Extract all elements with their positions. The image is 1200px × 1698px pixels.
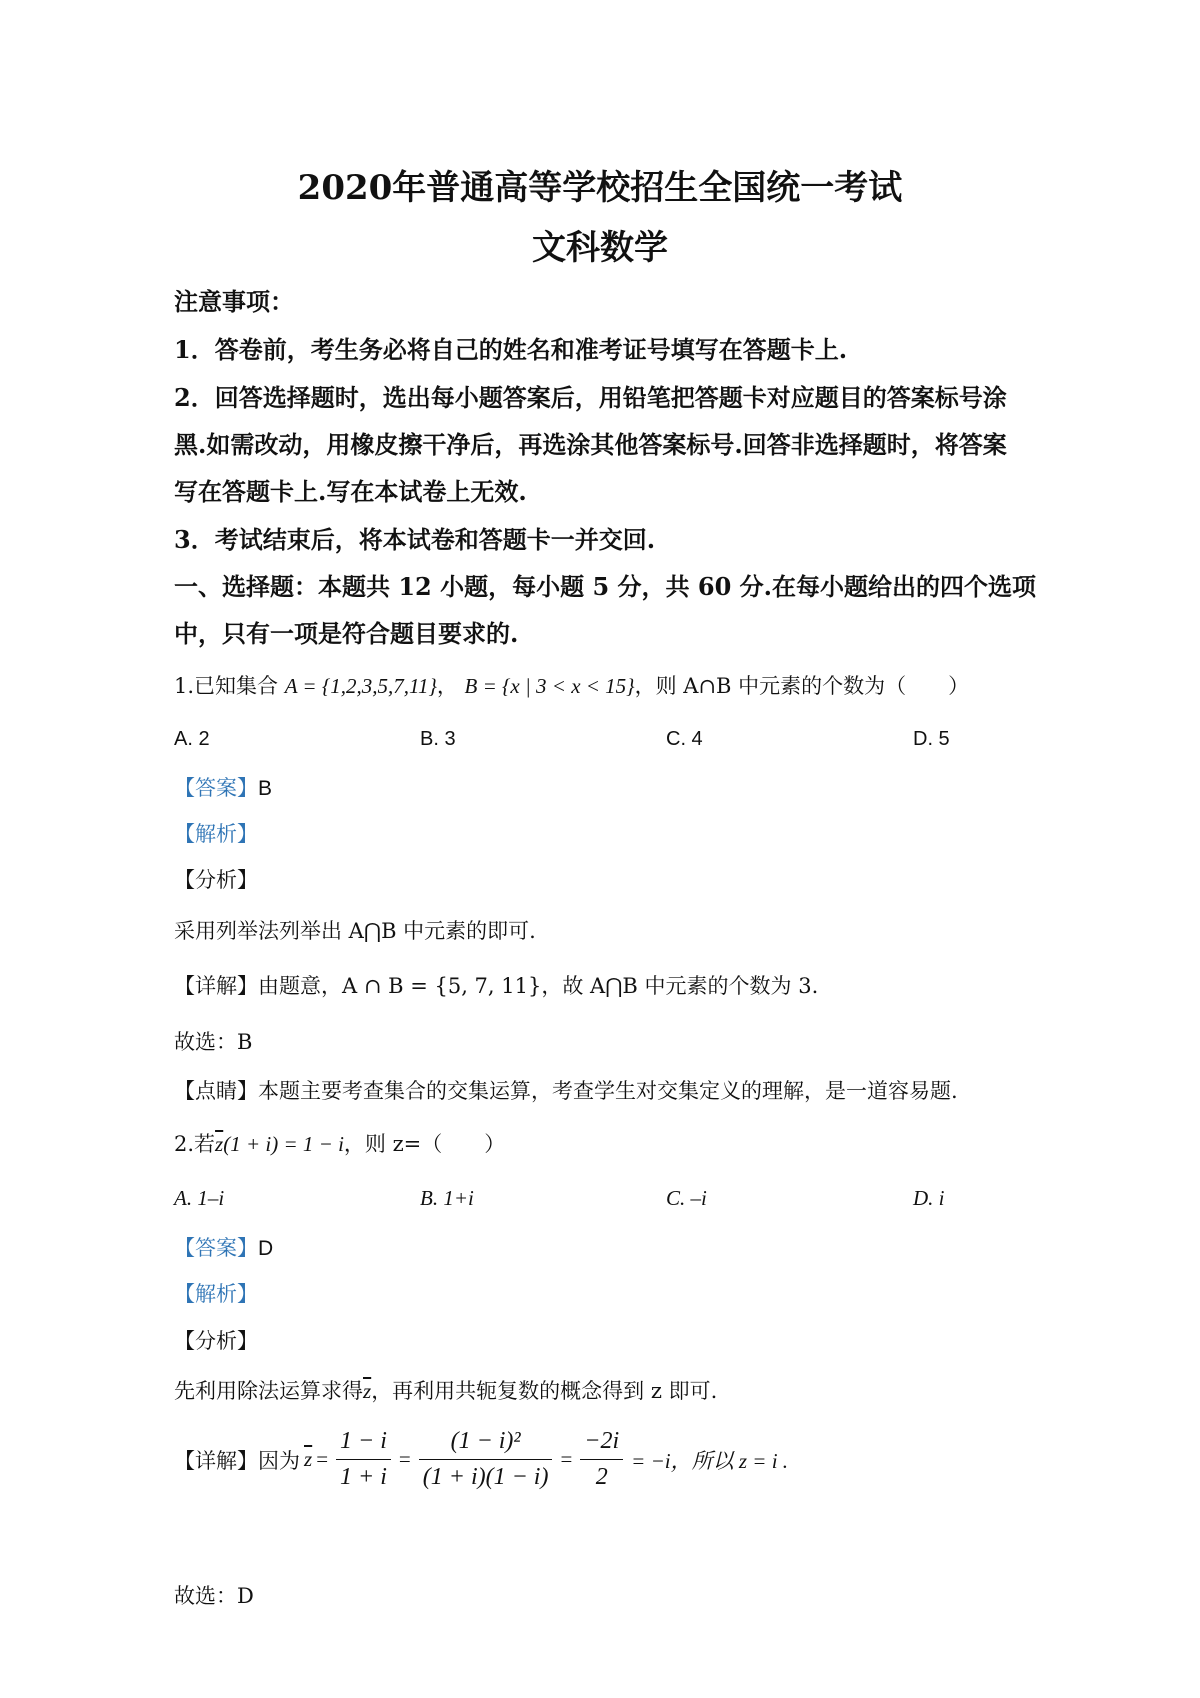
q1-option-a: A. 2 bbox=[174, 728, 210, 750]
q2-option-c: C. –i bbox=[666, 1186, 707, 1210]
page-title: 2020年普通高等学校招生全国统一考试 bbox=[297, 168, 903, 208]
q2-choice: 故选：D bbox=[174, 1584, 254, 1608]
q1-fenxi-tag: 【分析】 bbox=[174, 868, 258, 892]
answer-tag: 【答案】 bbox=[174, 1236, 258, 1260]
q1-option-d: D. 5 bbox=[913, 728, 950, 750]
q2-analysis-tag: 【解析】 bbox=[174, 1282, 258, 1306]
q1-stem bbox=[174, 670, 969, 700]
fraction-3-denominator: 2 bbox=[595, 1464, 608, 1490]
notes-item-2-line-2: 黑.如需改动，用橡皮擦干净后，再选涂其他答案标号.回答非选择题时，将答案 bbox=[174, 430, 1007, 459]
q1-separator: ， bbox=[436, 674, 458, 698]
q1-fenxi-text: 采用列举法列举出 A⋂B 中元素的即可. bbox=[174, 919, 536, 943]
q1-comment-text: 本题主要考查集合的交集运算，考查学生对交集定义的理解，是一道容易题. bbox=[258, 1079, 958, 1103]
q1-answer bbox=[174, 772, 272, 802]
q2-fenxi-z: $\overline{z}$ bbox=[363, 1379, 372, 1403]
q1-option-b: B. 3 bbox=[420, 728, 456, 750]
q2-fenxi bbox=[174, 1375, 717, 1405]
q2-option-d: D. i bbox=[913, 1186, 945, 1210]
comment-tag: 【点睛】 bbox=[174, 1079, 258, 1103]
q2-option-b: B. 1+i bbox=[420, 1186, 474, 1210]
q2-detail: 【详解】 因为 $\overline{z}$ = $\frac{1 - i}{1 + i}$ = $\frac{\text{(1 − i)²}}{(1 + i)(1 - i)}$ = $\frac{-2i}{2}$ = −i，所以 z = i . bbox=[174, 1428, 789, 1490]
notes-item-2-line-1: 2．回答选择题时，选出每小题答案后，用铅笔把答题卡对应题目的答案标号涂 bbox=[174, 383, 1007, 412]
q1-comment bbox=[174, 1075, 958, 1105]
fraction-2-numerator: (1 − i)² bbox=[419, 1428, 553, 1460]
q2-expression: (1 + i) = 1 − i bbox=[223, 1132, 344, 1156]
fraction-1 bbox=[336, 1428, 391, 1491]
fraction-3 bbox=[580, 1428, 623, 1491]
fraction-2 bbox=[419, 1428, 553, 1491]
fraction-2-denominator: (1 + i)(1 − i) bbox=[422, 1464, 549, 1490]
section-1-line-2: 中，只有一项是符合题目要求的. bbox=[174, 619, 519, 648]
notes-item-3: 3．考试结束后，将本试卷和答题卡一并交回. bbox=[174, 525, 656, 554]
notes-item-2-line-3: 写在答题卡上.写在本试卷上无效. bbox=[174, 477, 527, 506]
q2-stem bbox=[174, 1128, 505, 1158]
q2-detail-z: $\overline{z}$ bbox=[304, 1447, 313, 1471]
page-subtitle: 文科数学 bbox=[532, 228, 668, 268]
q1-choice: 故选：B bbox=[174, 1030, 253, 1054]
q1-option-c: C. 4 bbox=[666, 728, 703, 750]
answer-tag: 【答案】 bbox=[174, 776, 258, 800]
q2-fenxi-text-b: ，再利用共轭复数的概念得到 z 即可. bbox=[371, 1379, 718, 1403]
q2-option-a: A. 1–i bbox=[174, 1186, 225, 1210]
q2-suffix: ，则 z=（ ） bbox=[343, 1132, 506, 1156]
q1-detail bbox=[174, 970, 818, 1000]
notes-item-1: 1．答卷前，考生务必将自己的姓名和准考证号填写在答题卡上. bbox=[174, 335, 848, 364]
fraction-3-numerator: −2i bbox=[580, 1428, 623, 1460]
q1-set-b: B = {x | 3 < x < 15} bbox=[464, 674, 635, 698]
q2-fenxi-tag: 【分析】 bbox=[174, 1329, 258, 1353]
q2-answer-value: D bbox=[258, 1237, 274, 1260]
fraction-1-numerator: 1 − i bbox=[336, 1428, 391, 1460]
q1-set-a: A = {1,2,3,5,7,11} bbox=[284, 674, 437, 698]
q1-analysis-tag: 【解析】 bbox=[174, 822, 258, 846]
notes-heading: 注意事项： bbox=[174, 287, 294, 316]
q2-fenxi-text-a: 先利用除法运算求得 bbox=[174, 1379, 363, 1403]
q2-z-conjugate: $\overline{z}$ bbox=[215, 1132, 224, 1156]
q2-detail-text-a: 因为 bbox=[258, 1448, 300, 1473]
q2-prefix: 2.若 bbox=[174, 1132, 216, 1156]
q1-suffix: ，则 A∩B 中元素的个数为（ ） bbox=[634, 674, 970, 698]
q2-detail-text-b: = −i，所以 z = i . bbox=[631, 1448, 789, 1473]
section-1-line-1: 一、选择题：本题共 12 小题，每小题 5 分，共 60 分.在每小题给出的四个选项 bbox=[174, 572, 1036, 601]
q1-detail-text: 由题意，A ∩ B = {5, 7, 11}，故 A⋂B 中元素的个数为 3. bbox=[258, 974, 819, 998]
q1-answer-value: B bbox=[258, 777, 273, 800]
fraction-1-denominator: 1 + i bbox=[340, 1464, 387, 1490]
q2-answer bbox=[174, 1232, 273, 1262]
q1-prefix: 1.已知集合 bbox=[174, 674, 279, 698]
detail-tag: 【详解】 bbox=[174, 1448, 258, 1473]
detail-tag: 【详解】 bbox=[174, 974, 258, 998]
